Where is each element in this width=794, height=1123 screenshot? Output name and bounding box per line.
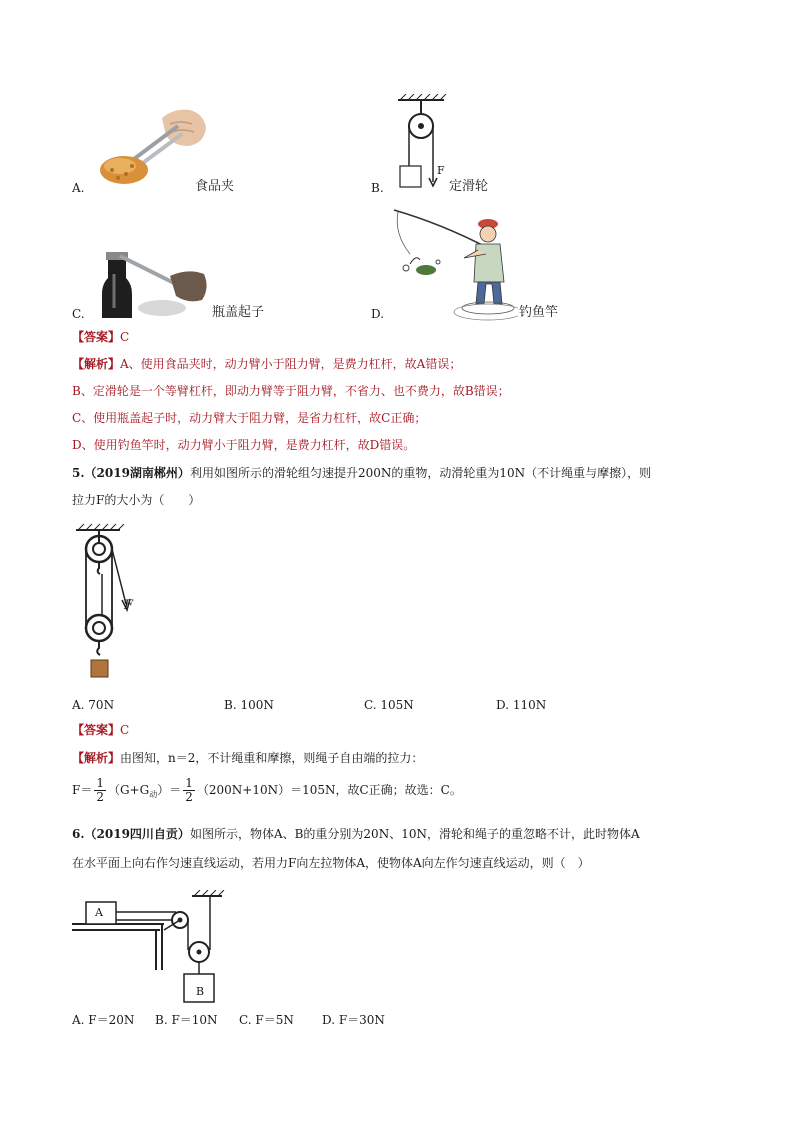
option-d-letter: D. xyxy=(371,307,385,321)
option-c-caption: 瓶盖起子 xyxy=(212,305,265,320)
q6-option-a: A. F＝20N xyxy=(72,1013,135,1027)
pulley-force-label: F xyxy=(437,164,445,177)
formula-term-1: （G+G xyxy=(107,783,150,797)
block-b-label: B xyxy=(196,985,205,998)
q6-option-d: D. F＝30N xyxy=(322,1013,385,1027)
formula-term-1-end: ）＝ xyxy=(157,783,182,797)
q5-stem-line-1 xyxy=(72,465,651,481)
fraction-half xyxy=(94,777,106,804)
q5-number: 5. xyxy=(72,466,85,480)
formula-subscript: 动 xyxy=(149,790,158,799)
q6-option-b: B. F＝10N xyxy=(155,1013,218,1027)
fraction-numerator-2: 1 xyxy=(185,776,193,790)
option-d-caption: 钓鱼竿 xyxy=(519,305,559,320)
q5-stem-line-2: 拉力F的大小为（ ） xyxy=(72,493,201,507)
formula-lhs: F＝ xyxy=(72,783,93,797)
q6-stem-text: 如图所示，物体A、B的重分别为20N、10N，滑轮和绳子的重忽略不计，此时物体A xyxy=(189,827,640,841)
q6-source: （2019四川自贡） xyxy=(84,827,190,841)
answer-tag: 【答案】 xyxy=(72,330,121,344)
q5-analysis-line-1 xyxy=(72,750,423,766)
fraction-denominator: 2 xyxy=(96,790,104,804)
q5-option-a: A. 70N xyxy=(72,698,115,712)
q5-option-b: B. 100N xyxy=(224,698,274,712)
fraction-denominator-2: 2 xyxy=(185,790,193,804)
q6-number: 6. xyxy=(72,827,85,841)
option-a-caption: 食品夹 xyxy=(195,179,235,194)
analysis-text: 由图知，n＝2，不计绳重和摩擦，则绳子自由端的拉力： xyxy=(120,751,424,765)
q5-source: （2019湖南郴州） xyxy=(84,466,190,480)
option-a-letter: A. xyxy=(72,181,85,195)
q4-analysis-line-4: D、使用钓鱼竿时，动力臂小于阻力臂，是费力杠杆，故D错误。 xyxy=(72,438,416,452)
option-b-letter: B. xyxy=(371,181,384,195)
formula-term-2: （200N+10N）＝105N，故C正确；故选：C。 xyxy=(196,783,462,797)
q5-stem-text: 利用如图所示的滑轮组匀速提升200N的重物，动滑轮重为10N（不计绳重与摩擦），则 xyxy=(189,466,652,480)
q5-option-d: D. 110N xyxy=(496,698,547,712)
q6-stem-line-1 xyxy=(72,826,640,842)
fishing-rod-image xyxy=(392,204,518,322)
q4-analysis-line-3: C、使用瓶盖起子时，动力臂大于阻力臂，是省力杠杆，故C正确； xyxy=(72,411,427,425)
analysis-tag: 【解析】 xyxy=(72,751,121,765)
q5-formula xyxy=(72,775,462,810)
answer-tag: 【答案】 xyxy=(72,723,121,737)
answer-value: C xyxy=(120,330,130,344)
q4-analysis-line-1 xyxy=(72,356,461,372)
food-tongs-image xyxy=(100,104,208,190)
analysis-text: A、使用食品夹时，动力臂小于阻力臂，是费力杠杆，故A错误； xyxy=(120,357,462,371)
q6-option-c: C. F＝5N xyxy=(239,1013,294,1027)
q5-option-c: C. 105N xyxy=(364,698,414,712)
block-a-label: A xyxy=(95,906,103,919)
fraction-half-2 xyxy=(183,777,195,804)
answer-value: C xyxy=(120,723,130,737)
option-b-caption: 定滑轮 xyxy=(449,179,489,194)
analysis-tag: 【解析】 xyxy=(72,357,121,371)
q5-answer xyxy=(72,722,129,738)
fraction-numerator: 1 xyxy=(96,776,104,790)
q4-analysis-line-2: B、定滑轮是一个等臂杠杆，即动力臂等于阻力臂，不省力、也不费力，故B错误； xyxy=(72,384,510,398)
q6-stem-line-2: 在水平面上向右作匀速直线运动，若用力F向左拉物体A，使物体A向左作匀速直线运动，则（ ） xyxy=(72,856,590,870)
q5-force-label: F xyxy=(124,598,134,613)
fixed-pulley-diagram xyxy=(394,94,454,194)
option-c-letter: C. xyxy=(72,307,85,321)
bottle-opener-image xyxy=(92,248,210,318)
q4-answer xyxy=(72,329,129,345)
